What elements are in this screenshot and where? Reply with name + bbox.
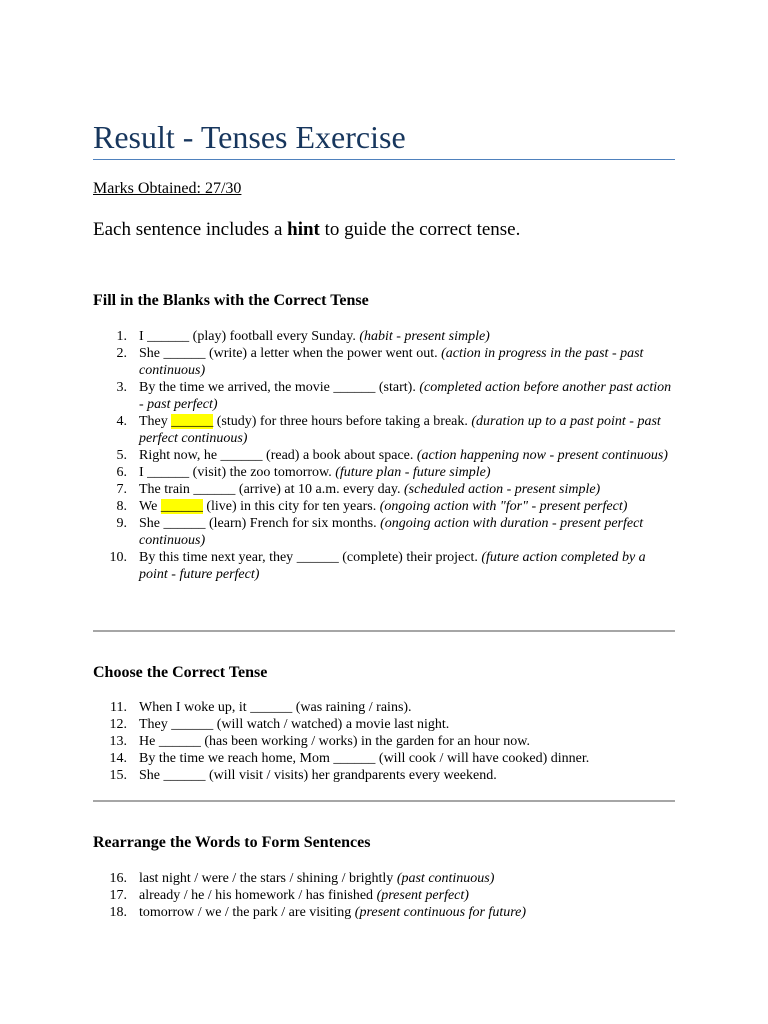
item-number: 5.: [116, 448, 127, 463]
list-item: [93, 549, 675, 583]
item-hint: (ongoing action with "for" - present perfect): [379, 499, 628, 514]
section-heading-choose-tense: Choose the Correct Tense: [93, 664, 268, 681]
item-text: (start).: [375, 380, 420, 395]
item-text: (was raining / rains).: [292, 700, 412, 715]
item-text: By the time we arrived, the movie: [139, 380, 334, 395]
page-title: Result - Tenses Exercise: [93, 119, 406, 155]
item-text: already / he / his homework / has finished: [139, 888, 377, 903]
list-item: [93, 498, 675, 515]
item-number: 6.: [116, 465, 127, 480]
list-item: [93, 750, 675, 767]
list-item: [93, 904, 675, 921]
item-text: Right now, he: [139, 448, 221, 463]
item-text: (live) in this city for ten years.: [202, 499, 380, 514]
item-text: By the time we reach home, Mom: [139, 751, 334, 766]
choose-tense-list: [93, 699, 675, 784]
section-heading-fill-blanks: Fill in the Blanks with the Correct Tense: [93, 292, 369, 309]
item-hint: (action in progress in the past - past continuous): [139, 346, 644, 378]
answer-blank: ______: [296, 550, 339, 565]
answer-blank: ______: [333, 751, 376, 766]
item-hint: (ongoing action with duration - present perfect continuous): [139, 516, 644, 548]
item-text: She: [139, 768, 164, 783]
list-item: [93, 413, 675, 447]
answer-blank: ______: [220, 448, 263, 463]
item-number: 15.: [109, 768, 127, 783]
list-item: [93, 870, 675, 887]
item-text: We: [139, 499, 161, 514]
list-item: [93, 379, 675, 413]
item-number: 2.: [116, 346, 127, 361]
answer-blank: ______: [158, 734, 201, 749]
section-divider: [93, 800, 675, 802]
list-item: [93, 447, 675, 464]
intro-after: to guide the correct tense.: [319, 219, 521, 240]
item-text: (study) for three hours before taking a break.: [213, 414, 472, 429]
list-item: [93, 481, 675, 498]
item-text: (complete) their project.: [338, 550, 482, 565]
answer-blank: ______: [147, 329, 190, 344]
rearrange-list: [93, 870, 675, 921]
item-text: last night / were / the stars / shining / brightly: [139, 871, 397, 886]
item-hint: (future action completed by a point - future perfect): [139, 550, 646, 582]
item-text: She: [139, 516, 164, 531]
answer-blank: ______: [163, 346, 206, 361]
item-number: 9.: [116, 516, 127, 531]
list-item: [93, 716, 675, 733]
intro-before: Each sentence includes a: [93, 219, 288, 240]
marks-obtained: Marks Obtained: 27/30: [93, 180, 242, 197]
item-number: 11.: [110, 700, 127, 715]
fill-blanks-list: [93, 328, 675, 583]
intro-bold-hint: hint: [287, 219, 320, 240]
item-text: (write) a letter when the power went out.: [205, 346, 442, 361]
item-text: (learn) French for six months.: [205, 516, 381, 531]
list-item: [93, 515, 675, 549]
item-number: 14.: [109, 751, 127, 766]
answer-blank: ______: [163, 516, 206, 531]
answer-blank: ______: [147, 465, 190, 480]
item-text: (has been working / works) in the garden for an hour now.: [200, 734, 530, 749]
list-item: [93, 345, 675, 379]
item-number: 7.: [116, 482, 127, 497]
title-underline: [93, 159, 675, 160]
item-hint: (action happening now - present continuous): [416, 448, 668, 463]
item-text: (play) football every Sunday.: [189, 329, 360, 344]
item-number: 18.: [109, 905, 127, 920]
item-text: They: [139, 414, 172, 429]
item-hint: (present perfect): [376, 888, 469, 903]
intro-text: [93, 219, 520, 241]
item-number: 4.: [116, 414, 127, 429]
list-item: [93, 733, 675, 750]
item-number: 3.: [116, 380, 127, 395]
item-text: tomorrow / we / the park / are visiting: [139, 905, 355, 920]
item-number: 12.: [109, 717, 127, 732]
item-hint: (duration up to a past point - past perfect continuous): [139, 414, 661, 446]
list-item: [93, 464, 675, 481]
item-hint: (scheduled action - present simple): [404, 482, 601, 497]
item-text: (will watch / watched) a movie last night.: [213, 717, 450, 732]
answer-blank-highlighted: ______: [160, 499, 203, 514]
answer-blank: ______: [333, 380, 376, 395]
list-item: [93, 887, 675, 904]
item-number: 1.: [116, 329, 127, 344]
item-hint: (habit - present simple): [359, 329, 490, 344]
item-text: I: [139, 329, 148, 344]
answer-blank: ______: [250, 700, 293, 715]
list-item: [93, 328, 675, 345]
item-number: 10.: [109, 550, 127, 565]
item-text: I: [139, 465, 148, 480]
item-text: When I woke up, it: [139, 700, 251, 715]
item-number: 17.: [109, 888, 127, 903]
answer-blank: ______: [171, 717, 214, 732]
item-text: She: [139, 346, 164, 361]
answer-blank-highlighted: ______: [171, 414, 214, 429]
answer-blank: ______: [163, 768, 206, 783]
item-number: 13.: [109, 734, 127, 749]
item-number: 8.: [116, 499, 127, 514]
item-text: By this time next year, they: [139, 550, 297, 565]
item-hint: (completed action before another past action - past perfect): [139, 380, 672, 412]
item-hint: (future plan - future simple): [335, 465, 491, 480]
item-text: He: [139, 734, 159, 749]
item-hint: (present continuous for future): [354, 905, 527, 920]
item-text: (will visit / visits) her grandparents every weekend.: [205, 768, 497, 783]
answer-blank: ______: [193, 482, 236, 497]
item-text: (read) a book about space.: [262, 448, 417, 463]
item-text: They: [139, 717, 172, 732]
item-text: (arrive) at 10 a.m. every day.: [235, 482, 404, 497]
list-item: [93, 699, 675, 716]
item-number: 16.: [109, 871, 127, 886]
item-hint: (past continuous): [396, 871, 495, 886]
section-divider: [93, 630, 675, 632]
section-heading-rearrange: Rearrange the Words to Form Sentences: [93, 834, 371, 851]
item-text: (will cook / will have cooked) dinner.: [375, 751, 590, 766]
list-item: [93, 767, 675, 784]
item-text: The train: [139, 482, 194, 497]
item-text: (visit) the zoo tomorrow.: [189, 465, 336, 480]
